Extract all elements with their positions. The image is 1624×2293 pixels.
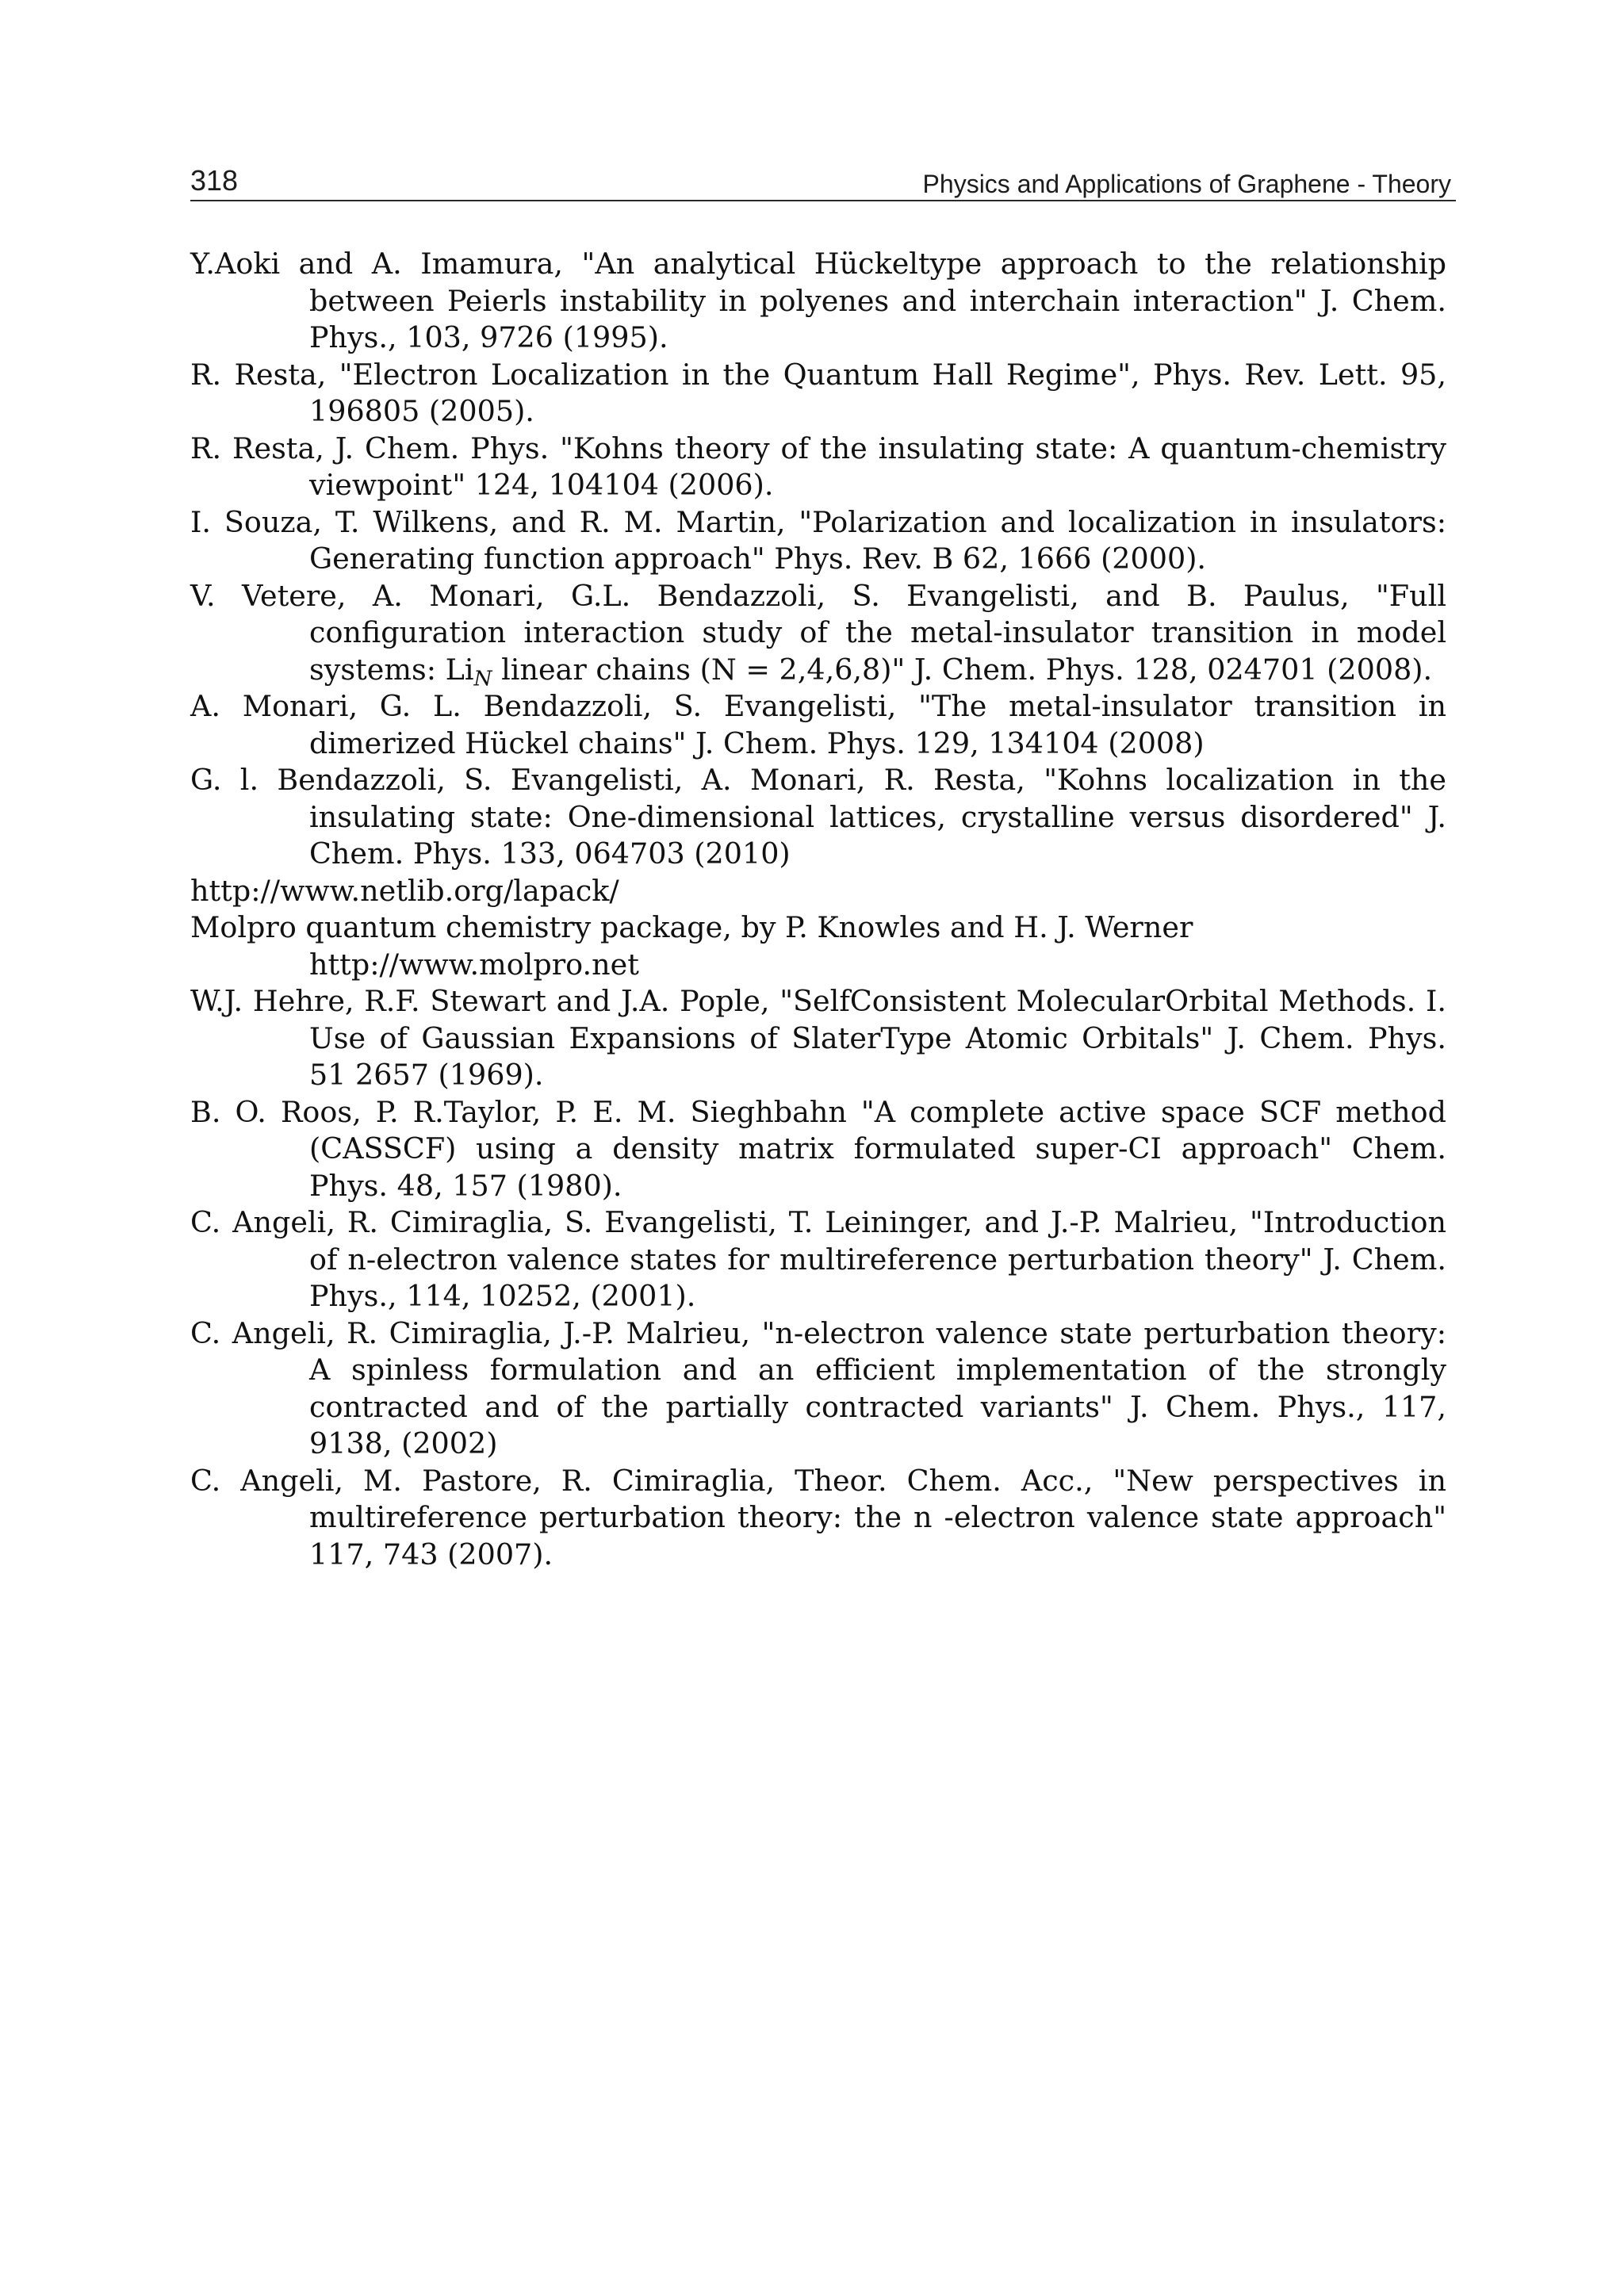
reference-list: [190, 246, 1446, 1573]
reference-entry: C. Angeli, R. Cimiraglia, S. Evangelisti, T. Leininger, and J.-P. Malrieu, "Introduction of n-electron valence states for multireference perturbation theory" J. Chem. Phys., 114, 10252, (2001).: [190, 1205, 1446, 1313]
reference-text: V. Vetere, A. Monari, G.L. Bendazzoli, S. Evangelisti, and B. Paulus, "Full configuration interaction study of the metal-insulator transition in model systems: Li: [190, 578, 1446, 687]
reference-entry: W.J. Hehre, R.F. Stewart and J.A. Pople, "SelfConsistent MolecularOrbital Methods. I. Use of Gaussian Expansions of SlaterType Atomic Orbitals" J. Chem. Phys. 51 2657 (1969).: [190, 984, 1446, 1092]
reference-entry: I. Souza, T. Wilkens, and R. M. Martin, "Polarization and localization in insulators: Generating function approach" Phys. Rev. B 62, 1666 (2000).: [190, 504, 1446, 576]
reference-entry: G. l. Bendazzoli, S. Evangelisti, A. Monari, R. Resta, "Kohns localization in the insulating state: One-dimensional lattices, crystalline versus disordered" J. Chem. Phys. 133, 064703 (2010): [190, 763, 1446, 871]
page-header: [190, 163, 1456, 201]
reference-entry: R. Resta, J. Chem. Phys. "Kohns theory of the insulating state: A quantum-chemistry viewpoint" 124, 104104 (2006).: [190, 431, 1446, 502]
running-title: Physics and Applications of Graphene - Theory: [922, 170, 1451, 198]
page-number: 318: [190, 164, 239, 197]
reference-entry: C. Angeli, R. Cimiraglia, J.-P. Malrieu, "n-electron valence state perturbation theory: A spinless formulation and an efficient implementation of the strongly contracted and of the partially contracted variants" J. Chem. Phys., 117, 9138, (2002): [190, 1315, 1446, 1460]
reference-entry: [190, 578, 1446, 689]
reference-entry-url: http://www.netlib.org/lapack/: [190, 873, 619, 908]
reference-text: linear chains (N = 2,4,6,8)" J. Chem. Phys. 128, 024701 (2008).: [492, 652, 1433, 687]
reference-entry: B. O. Roos, P. R.Taylor, P. E. M. Sieghbahn "A complete active space SCF method (CASSCF) using a density matrix formulated super-CI approach" Chem. Phys. 48, 157 (1980).: [190, 1094, 1446, 1203]
reference-entry: C. Angeli, M. Pastore, R. Cimiraglia, Theor. Chem. Acc., "New perspectives in multireference perturbation theory: the n -electron valence state approach" 117, 743 (2007).: [190, 1463, 1446, 1571]
reference-entry: Y.Aoki and A. Imamura, "An analytical Hückeltype approach to the relationship between Peierls instability in polyenes and interchain interaction" J. Chem. Phys., 103, 9726 (1995).: [190, 247, 1446, 354]
reference-entry: Molpro quantum chemistry package, by P. Knowles and H. J. Werner http://www.molpro.net: [190, 910, 1193, 982]
subscript-n: N: [473, 666, 492, 691]
reference-entry: A. Monari, G. L. Bendazzoli, S. Evangelisti, "The metal-insulator transition in dimerized Hückel chains" J. Chem. Phys. 129, 134104 (2008): [190, 689, 1446, 760]
reference-entry: R. Resta, "Electron Localization in the Quantum Hall Regime", Phys. Rev. Lett. 95, 196805 (2005).: [190, 357, 1446, 428]
